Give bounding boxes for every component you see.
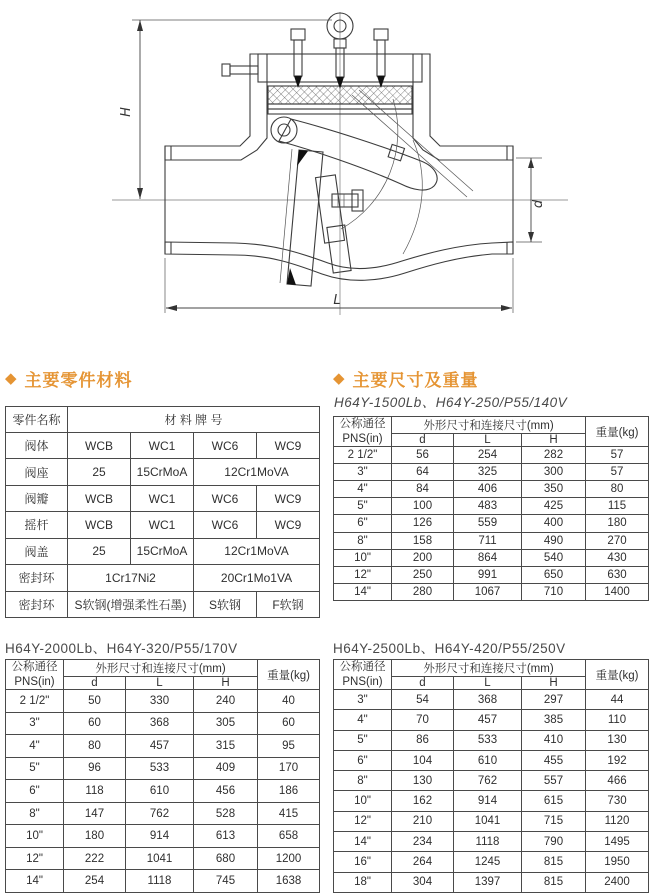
table-row (6, 735, 320, 758)
table-row (6, 870, 320, 893)
table-row (6, 433, 320, 459)
table-cell: 540 (522, 549, 586, 566)
table-cell: 400 (522, 515, 586, 532)
table-cell: 455 (522, 750, 586, 770)
table-cell: 305 (194, 712, 258, 735)
table-cell: 280 (392, 583, 454, 600)
table-header-row (6, 660, 320, 677)
table-cell: 50 (64, 690, 126, 713)
table-cell: 325 (454, 464, 522, 481)
table-cell: 490 (522, 532, 586, 549)
table-cell: 密封环 (6, 591, 68, 617)
table-cell: 1120 (586, 811, 649, 831)
table-cell: 6" (6, 780, 64, 803)
table-cell: 4" (334, 710, 392, 730)
table-cell: WCB (68, 433, 131, 459)
table-cell: 457 (454, 710, 522, 730)
table-cell: 25 (68, 459, 131, 485)
table-cell: 阀瓣 (6, 485, 68, 511)
table-cell: 528 (194, 802, 258, 825)
table-row (334, 447, 649, 464)
table-row (6, 802, 320, 825)
table-row (334, 532, 649, 549)
table-cell: WC1 (131, 485, 194, 511)
table-cell: 96 (64, 757, 126, 780)
table-cell: 406 (454, 481, 522, 498)
table-cell: 1400 (586, 583, 649, 600)
table-cell: 180 (586, 515, 649, 532)
table-cell: 6" (334, 515, 392, 532)
table-cell: S软钢(增强柔性石墨) (68, 591, 194, 617)
model-subtitle-1: H64Y-1500Lb、H64Y-250/P55/140V (334, 395, 568, 410)
table-row (6, 565, 320, 591)
column-header-l: L (454, 677, 522, 690)
table-cell: 658 (258, 825, 320, 848)
table-cell: 715 (522, 811, 586, 831)
column-header-pns: 公称通径 PNS(in) (334, 660, 392, 690)
table-cell: 10" (334, 549, 392, 566)
table-cell: 40 (258, 690, 320, 713)
table-cell: 25 (68, 538, 131, 564)
table-cell: 466 (586, 771, 649, 791)
table-row (6, 847, 320, 870)
table-cell: 559 (454, 515, 522, 532)
table-row (334, 690, 649, 710)
table-row (6, 485, 320, 511)
table-cell: 4" (6, 735, 64, 758)
table-header-row (334, 660, 649, 677)
table-cell: 5" (334, 730, 392, 750)
table-cell: 60 (258, 712, 320, 735)
column-header-part: 零件名称 (6, 407, 68, 433)
dimensions-table-2500lb (333, 659, 649, 893)
dimensions-table-2000lb (5, 659, 320, 893)
table-cell: 745 (194, 870, 258, 893)
table-row (334, 583, 649, 600)
table-cell: 100 (392, 498, 454, 515)
table-header-row (334, 417, 649, 434)
table-cell: 60 (64, 712, 126, 735)
table-cell: 2400 (586, 872, 649, 892)
table-cell: 264 (392, 852, 454, 872)
table-cell: 1638 (258, 870, 320, 893)
table-cell: 2 1/2" (334, 447, 392, 464)
table-cell: 57 (586, 447, 649, 464)
table-cell: 610 (454, 750, 522, 770)
table-cell: WCB (68, 485, 131, 511)
table-row (6, 459, 320, 485)
table-cell: 1397 (454, 872, 522, 892)
table-cell: 297 (522, 690, 586, 710)
dim-label-d: d (531, 199, 546, 209)
table-cell: WC9 (257, 512, 320, 538)
table-cell: 240 (194, 690, 258, 713)
table-cell: 864 (454, 549, 522, 566)
table-row (6, 690, 320, 713)
table-cell: 12Cr1MoVA (194, 538, 320, 564)
table-row (334, 710, 649, 730)
table-cell: 147 (64, 802, 126, 825)
column-header-group: 外形尺寸和连接尺寸(mm) (64, 660, 258, 677)
diamond-icon: ◆ (333, 370, 346, 387)
table-cell: 5" (334, 498, 392, 515)
table-cell: 680 (194, 847, 258, 870)
table-cell: 815 (522, 872, 586, 892)
bonnet-bolts (222, 29, 388, 88)
table-cell: 1118 (126, 870, 194, 893)
column-header-l: L (454, 434, 522, 447)
table-cell: 410 (522, 730, 586, 750)
dimensions-table-1500lb (333, 416, 649, 601)
table-cell: 8" (6, 802, 64, 825)
table-cell: 222 (64, 847, 126, 870)
dimensions-section-header (333, 366, 479, 391)
table-cell: 3" (334, 464, 392, 481)
table-cell: WC1 (131, 433, 194, 459)
table-row (334, 464, 649, 481)
table-cell: 762 (454, 771, 522, 791)
table-cell: 118 (64, 780, 126, 803)
column-header-group: 外形尺寸和连接尺寸(mm) (392, 660, 586, 677)
table-cell: 815 (522, 852, 586, 872)
table-cell: 304 (392, 872, 454, 892)
table-cell: 991 (454, 566, 522, 583)
table-cell: 762 (126, 802, 194, 825)
table-cell: 14" (6, 870, 64, 893)
table-cell: 457 (126, 735, 194, 758)
table-cell: 613 (194, 825, 258, 848)
model-subtitle-3: H64Y-2500Lb、H64Y-420/P55/250V (333, 641, 566, 656)
table-row (6, 757, 320, 780)
table-cell: 阀盖 (6, 538, 68, 564)
materials-table (5, 406, 320, 618)
table-cell: 104 (392, 750, 454, 770)
table-cell: 8" (334, 771, 392, 791)
table-cell: 阀体 (6, 433, 68, 459)
table-cell: 1200 (258, 847, 320, 870)
column-header-group: 外形尺寸和连接尺寸(mm) (392, 417, 586, 434)
table-row (334, 549, 649, 566)
table-row (6, 780, 320, 803)
table-cell: 18" (334, 872, 392, 892)
table-cell: 234 (392, 832, 454, 852)
diamond-icon: ◆ (5, 370, 18, 387)
table-cell: 86 (392, 730, 454, 750)
table-row (334, 872, 649, 892)
table-cell: 557 (522, 771, 586, 791)
column-header-pns: 公称通径 PNS(in) (6, 660, 64, 690)
table-row (334, 750, 649, 770)
column-header-weight: 重量(kg) (586, 660, 649, 690)
table-cell: 摇杆 (6, 512, 68, 538)
table-cell: WC6 (194, 433, 257, 459)
valve-disc (280, 149, 363, 286)
table-cell: 12Cr1MoVA (194, 459, 320, 485)
table-cell: 130 (586, 730, 649, 750)
table-row (334, 791, 649, 811)
table-cell: 415 (258, 802, 320, 825)
table-cell: 3" (334, 690, 392, 710)
table-cell: 192 (586, 750, 649, 770)
table-cell: 15CrMoA (131, 538, 194, 564)
table-cell: 2 1/2" (6, 690, 64, 713)
table-cell: 12" (6, 847, 64, 870)
table-cell: 54 (392, 690, 454, 710)
table-cell: WC9 (257, 485, 320, 511)
model-subtitle-2: H64Y-2000Lb、H64Y-320/P55/170V (5, 641, 238, 656)
table-cell: 4" (334, 481, 392, 498)
table-cell: 15CrMoA (131, 459, 194, 485)
table-cell: 64 (392, 464, 454, 481)
table-row (334, 515, 649, 532)
table-cell: 409 (194, 757, 258, 780)
table-cell: 1495 (586, 832, 649, 852)
table-cell: 610 (126, 780, 194, 803)
table-row (334, 730, 649, 750)
column-header-weight: 重量(kg) (258, 660, 320, 690)
table-cell: 533 (454, 730, 522, 750)
table-cell: 368 (454, 690, 522, 710)
table-cell: 110 (586, 710, 649, 730)
table-row (334, 811, 649, 831)
table-cell: 254 (64, 870, 126, 893)
table-cell: 162 (392, 791, 454, 811)
table-cell: S软钢 (194, 591, 257, 617)
table-cell: 1245 (454, 852, 522, 872)
table-cell: 385 (522, 710, 586, 730)
column-header-weight: 重量(kg) (586, 417, 649, 447)
table-cell: 210 (392, 811, 454, 831)
table-cell: 80 (64, 735, 126, 758)
column-header-grade: 材 料 牌 号 (68, 407, 320, 433)
table-row (6, 825, 320, 848)
table-cell: 12" (334, 811, 392, 831)
table-cell: 711 (454, 532, 522, 549)
table-cell: 1118 (454, 832, 522, 852)
table-row (334, 771, 649, 791)
table-row (334, 481, 649, 498)
column-header-h: H (522, 434, 586, 447)
materials-section-header (5, 366, 133, 391)
column-header-h: H (194, 677, 258, 690)
column-header-h: H (522, 677, 586, 690)
table-row (6, 512, 320, 538)
table-cell: 14" (334, 832, 392, 852)
table-cell: 790 (522, 832, 586, 852)
table-cell: 282 (522, 447, 586, 464)
table-cell: 615 (522, 791, 586, 811)
table-cell: 710 (522, 583, 586, 600)
table-cell: WCB (68, 512, 131, 538)
table-cell: WC9 (257, 433, 320, 459)
table-cell: 368 (126, 712, 194, 735)
table-cell: 425 (522, 498, 586, 515)
table-row (334, 566, 649, 583)
table-cell: 20Cr1Mo1VA (194, 565, 320, 591)
table-cell: 115 (586, 498, 649, 515)
table-cell: 56 (392, 447, 454, 464)
table-cell: 80 (586, 481, 649, 498)
table-cell: 95 (258, 735, 320, 758)
table-cell: 186 (258, 780, 320, 803)
table-cell: 70 (392, 710, 454, 730)
table-row (6, 538, 320, 564)
table-header-row (6, 407, 320, 433)
table-cell: 8" (334, 532, 392, 549)
table-row (334, 832, 649, 852)
table-cell: WC1 (131, 512, 194, 538)
table-cell: 254 (454, 447, 522, 464)
table-cell: 10" (6, 825, 64, 848)
table-cell: 330 (126, 690, 194, 713)
table-cell: 130 (392, 771, 454, 791)
table-cell: 1Cr17Ni2 (68, 565, 194, 591)
dimensions-section-title: 主要尺寸及重量 (352, 371, 479, 390)
table-row (334, 498, 649, 515)
table-cell: 270 (586, 532, 649, 549)
table-cell: 158 (392, 532, 454, 549)
dim-label-h: H (119, 107, 134, 117)
table-cell: WC6 (194, 512, 257, 538)
table-cell: 1041 (126, 847, 194, 870)
table-cell: 483 (454, 498, 522, 515)
table-cell: 1950 (586, 852, 649, 872)
table-cell: 1067 (454, 583, 522, 600)
table-cell: 650 (522, 566, 586, 583)
table-row (334, 852, 649, 872)
table-row (6, 712, 320, 735)
table-cell: 456 (194, 780, 258, 803)
table-cell: 914 (126, 825, 194, 848)
table-cell: 3" (6, 712, 64, 735)
table-cell: 630 (586, 566, 649, 583)
table-cell: 126 (392, 515, 454, 532)
table-cell: 914 (454, 791, 522, 811)
table-cell: 44 (586, 690, 649, 710)
table-cell: 730 (586, 791, 649, 811)
column-header-d: d (392, 677, 454, 690)
table-cell: 6" (334, 750, 392, 770)
column-header-d: d (64, 677, 126, 690)
dim-label-l: L (333, 293, 341, 308)
column-header-l: L (126, 677, 194, 690)
table-cell: 430 (586, 549, 649, 566)
table-cell: F软钢 (257, 591, 320, 617)
table-cell: 14" (334, 583, 392, 600)
table-row (6, 591, 320, 617)
table-cell: 300 (522, 464, 586, 481)
materials-section-title: 主要零件材料 (24, 371, 133, 390)
table-cell: 84 (392, 481, 454, 498)
column-header-pns: 公称通径 PNS(in) (334, 417, 392, 447)
table-cell: 57 (586, 464, 649, 481)
column-header-d: d (392, 434, 454, 447)
table-cell: 170 (258, 757, 320, 780)
table-cell: 阀座 (6, 459, 68, 485)
valve-drawing (0, 0, 650, 360)
table-cell: 250 (392, 566, 454, 583)
table-cell: 10" (334, 791, 392, 811)
table-cell: 密封环 (6, 565, 68, 591)
table-cell: 200 (392, 549, 454, 566)
table-cell: 1041 (454, 811, 522, 831)
table-cell: 315 (194, 735, 258, 758)
table-cell: 16" (334, 852, 392, 872)
table-cell: 350 (522, 481, 586, 498)
table-cell: WC6 (194, 485, 257, 511)
table-cell: 5" (6, 757, 64, 780)
table-cell: 180 (64, 825, 126, 848)
table-cell: 12" (334, 566, 392, 583)
table-cell: 533 (126, 757, 194, 780)
